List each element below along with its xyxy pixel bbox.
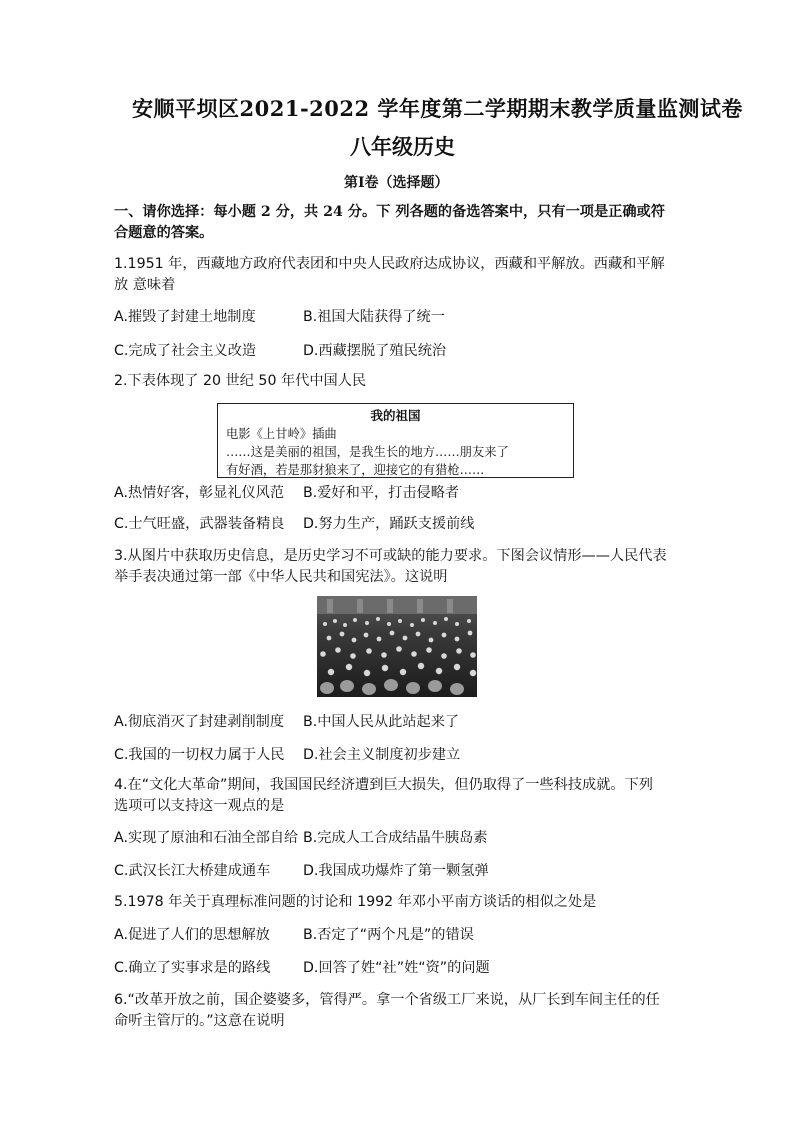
question-6-stem-2: 命听主管厅的。”这意在说明	[114, 1013, 285, 1029]
poem-title: 我的祖国	[370, 408, 421, 423]
question-4-option-a[interactable]: A.实现了原油和石油全部自给	[114, 830, 299, 846]
question-1-option-d[interactable]: D.西藏摆脱了殖民统治	[303, 343, 447, 359]
question-1-stem-2: 放 意味着	[114, 277, 176, 293]
question-4-stem-1: 4.在“文化大革命”期间，我国国民经济遭到巨大损失，但仍取得了一些科技成就。下列	[114, 777, 653, 793]
exam-subtitle: 八年级历史	[350, 134, 455, 159]
question-3-stem-1: 3.从图片中获取历史信息，是历史学习不可或缺的能力要求。下图会议情形——人民代表	[114, 548, 667, 564]
question-5-option-a[interactable]: A.促进了人们的思想解放	[114, 927, 270, 943]
question-2-option-d[interactable]: D.努力生产，踊跃支援前线	[303, 516, 475, 532]
question-4-option-d[interactable]: D.我国成功爆炸了第一颗氢弹	[303, 863, 489, 879]
question-5-stem: 5.1978 年关于真理标准问题的讨论和 1992 年邓小平南方谈话的相似之处是	[114, 894, 597, 910]
poem-line-2: ……这是美丽的祖国，是我生长的地方……朋友来了	[226, 445, 509, 459]
exam-title: 安顺平坝区2021-2022 学年度第二学期期末教学质量监测试卷	[132, 96, 743, 121]
question-3-option-a[interactable]: A.彻底消灭了封建剥削制度	[114, 714, 285, 730]
question-6-stem-1: 6.“改革开放之前，国企婆婆多，管得严。拿一个省级工厂来说，从厂长到车间主任的任	[114, 992, 660, 1008]
instructions-line-2: 合题意的答案。	[114, 225, 214, 241]
question-1-option-a[interactable]: A.摧毁了封建土地制度	[114, 309, 256, 325]
constitution-vote-photo	[317, 596, 477, 697]
question-5-option-b[interactable]: B.否定了“两个凡是”的错误	[303, 927, 474, 943]
question-2-option-a[interactable]: A.热情好客，彰显礼仪风范	[114, 485, 285, 501]
poem-line-1: 电影《上甘岭》插曲	[226, 427, 337, 441]
question-3-stem-2: 举手表决通过第一部《中华人民共和国宪法》。这说明	[114, 569, 448, 585]
question-4-option-c[interactable]: C.武汉长江大桥建成通车	[114, 863, 271, 879]
question-2-option-c[interactable]: C.士气旺盛，武器装备精良	[114, 516, 285, 532]
question-1-stem-1: 1.1951 年，西藏地方政府代表团和中央人民政府达成协议，西藏和平解放。西藏和平解	[114, 256, 665, 272]
instructions-line-1: 一、请你选择：每小题 2 分，共 24 分。下 列各题的备选答案中，只有一项是正确或符	[114, 204, 665, 220]
question-3-option-b[interactable]: B.中国人民从此站起来了	[303, 714, 460, 730]
poem-table	[217, 403, 574, 478]
question-3-option-d[interactable]: D.社会主义制度初步建立	[303, 747, 461, 763]
question-4-option-b[interactable]: B.完成人工合成结晶牛胰岛素	[303, 830, 488, 846]
photo-illustration	[317, 596, 477, 697]
question-2-option-b[interactable]: B.爱好和平，打击侵略者	[303, 485, 460, 501]
question-4-stem-2: 选项可以支持这一观点的是	[114, 798, 285, 814]
question-2-stem: 2.下表体现了 20 世纪 50 年代中国人民	[114, 373, 367, 389]
poem-line-3: 有好酒，若是那豺狼来了，迎接它的有猎枪……	[226, 463, 485, 477]
question-1-option-c[interactable]: C.完成了社会主义改造	[114, 343, 257, 359]
question-5-option-c[interactable]: C.确立了实事求是的路线	[114, 960, 271, 976]
section-heading: 第Ⅰ卷（选择题）	[344, 175, 449, 191]
question-1-option-b[interactable]: B.祖国大陆获得了统一	[303, 309, 445, 325]
question-3-option-c[interactable]: C.我国的一切权力属于人民	[114, 747, 285, 763]
question-5-option-d[interactable]: D.回答了姓“社”姓“资”的问题	[303, 960, 490, 976]
